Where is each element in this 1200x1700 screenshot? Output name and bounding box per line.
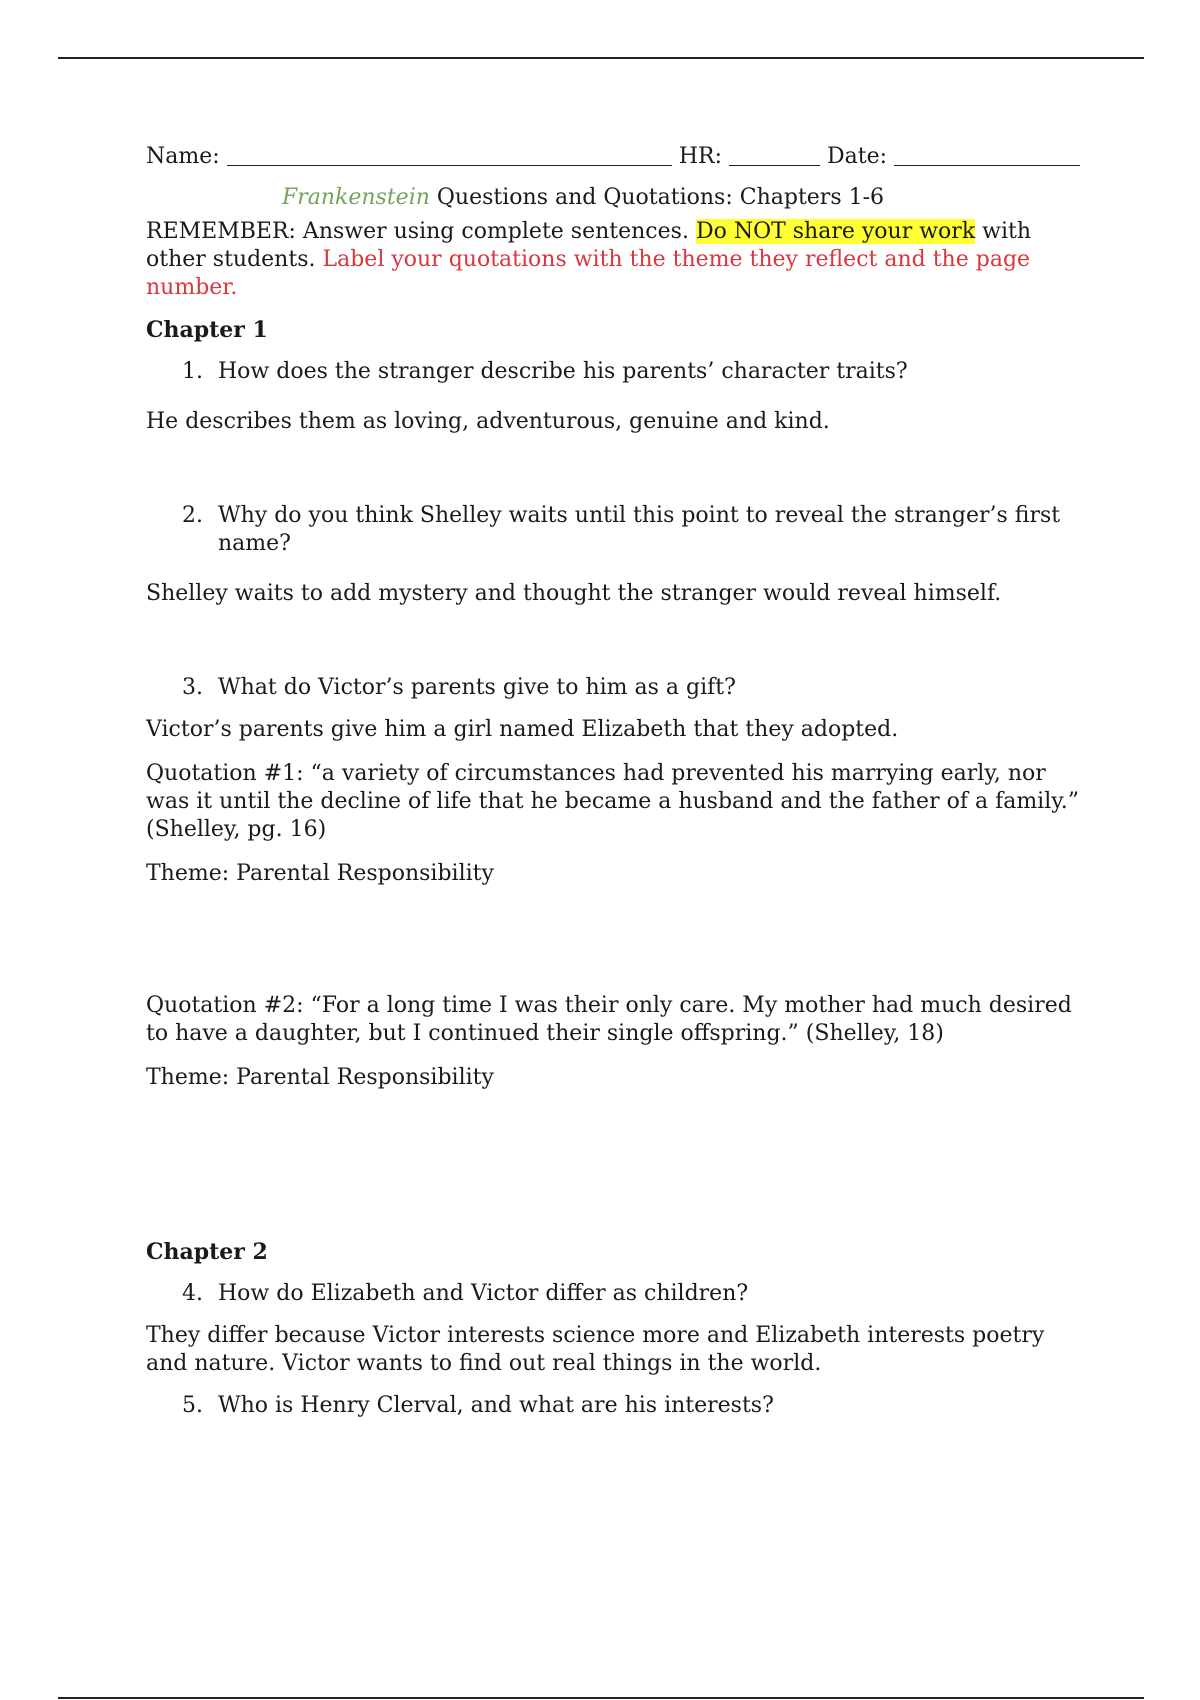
instructions — [146, 218, 1080, 302]
question-5-number: 5. — [182, 1393, 203, 1418]
name-label: Name: — [146, 144, 220, 169]
answer-3: Victor’s parents give him a girl named Elizabeth that they adopted. — [146, 717, 899, 742]
question-3-text: What do Victor’s parents give to him as a gift? — [218, 675, 736, 700]
header-line — [146, 142, 1080, 176]
question-1 — [182, 358, 1080, 386]
theme-1: Theme: Parental Responsibility — [146, 861, 494, 886]
quotation-2: Quotation #2: “For a long time I was their only care. My mother had much desired to have a daughter, but I continued their single offspring.” (Shelley, 18) — [146, 993, 1072, 1046]
bottom-rule — [58, 1697, 1144, 1699]
question-5 — [182, 1392, 1080, 1420]
date-label: Date: — [826, 144, 888, 169]
page-title — [146, 184, 1080, 218]
question-3-number: 3. — [182, 675, 203, 700]
hr-label: HR: — [678, 144, 722, 169]
question-1-text: How does the stranger describe his parents’ character traits? — [218, 359, 908, 384]
date-blank[interactable] — [894, 145, 1080, 166]
worksheet-page — [146, 142, 1080, 1420]
answer-4: They differ because Victor interests science more and Elizabeth interests poetry and nature. Victor wants to find out real things in the world. — [146, 1323, 1045, 1376]
question-4 — [182, 1280, 1080, 1308]
instructions-red: Label your quotations with the theme they reflect and the page number. — [146, 247, 1031, 300]
question-2-number: 2. — [182, 503, 203, 528]
title-rest: Questions and Quotations: Chapters 1-6 — [429, 185, 885, 210]
question-3 — [182, 674, 1080, 702]
quotation-1: Quotation #1: “a variety of circumstances had prevented his marrying early, nor was it until the decline of life that he became a husband and the father of a family.” (Shelley, pg. 16) — [146, 761, 1080, 842]
question-2-text: Why do you think Shelley waits until this point to reveal the stranger’s first name? — [218, 503, 1061, 556]
question-2 — [182, 502, 1080, 558]
answer-2: Shelley waits to add mystery and thought the stranger would reveal himself. — [146, 581, 1002, 606]
top-rule — [58, 57, 1144, 59]
chapter-1-heading: Chapter 1 — [146, 317, 268, 343]
theme-2: Theme: Parental Responsibility — [146, 1065, 494, 1090]
book-title: Frankenstein — [281, 185, 430, 210]
name-blank[interactable] — [227, 145, 672, 166]
question-4-text: How do Elizabeth and Victor differ as children? — [218, 1281, 749, 1306]
question-4-number: 4. — [182, 1281, 203, 1306]
question-1-number: 1. — [182, 359, 203, 384]
instructions-part2: with other students. — [146, 219, 1032, 272]
answer-1: He describes them as loving, adventurous, genuine and kind. — [146, 409, 830, 434]
chapter-2-heading: Chapter 2 — [146, 1239, 268, 1265]
instructions-part1: REMEMBER: Answer using complete sentences. — [146, 219, 696, 244]
hr-blank[interactable] — [729, 145, 820, 166]
instructions-highlight: Do NOT share your work — [695, 219, 976, 244]
question-5-text: Who is Henry Clerval, and what are his interests? — [218, 1393, 774, 1418]
